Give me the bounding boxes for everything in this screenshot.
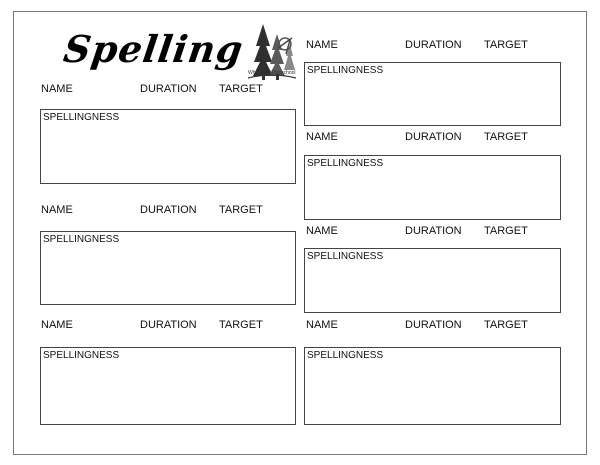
name-label: NAME [306,319,338,331]
target-label: TARGET [484,319,528,331]
worksheet-title: Spelling [60,27,247,71]
spelling-box[interactable] [304,248,561,313]
name-label: NAME [41,204,73,216]
duration-label: DURATION [140,83,197,95]
name-label: NAME [41,319,73,331]
spelling-box[interactable] [304,347,561,425]
name-label: NAME [306,131,338,143]
duration-label: DURATION [140,204,197,216]
duration-label: DURATION [405,131,462,143]
spellingness-label: SPELLINGNESS [307,350,384,361]
name-label: NAME [306,225,338,237]
spelling-box[interactable] [40,231,296,305]
spellingness-label: SPELLINGNESS [307,158,384,169]
target-label: TARGET [484,131,528,143]
logo-text: Why Tuck Playschool [248,70,296,76]
spellingness-label: SPELLINGNESS [307,251,384,262]
spelling-box[interactable] [304,155,561,220]
name-label: NAME [306,39,338,51]
duration-label: DURATION [405,319,462,331]
spelling-box[interactable] [304,62,561,126]
duration-label: DURATION [140,319,197,331]
duration-label: DURATION [405,225,462,237]
target-label: TARGET [484,39,528,51]
spellingness-label: SPELLINGNESS [43,112,120,123]
target-label: TARGET [219,204,263,216]
spelling-box[interactable] [40,109,296,184]
spelling-box[interactable] [40,347,296,425]
spellingness-label: SPELLINGNESS [43,350,120,361]
duration-label: DURATION [405,39,462,51]
name-label: NAME [41,83,73,95]
target-label: TARGET [484,225,528,237]
target-label: TARGET [219,83,263,95]
spellingness-label: SPELLINGNESS [307,65,384,76]
spellingness-label: SPELLINGNESS [43,234,120,245]
target-label: TARGET [219,319,263,331]
